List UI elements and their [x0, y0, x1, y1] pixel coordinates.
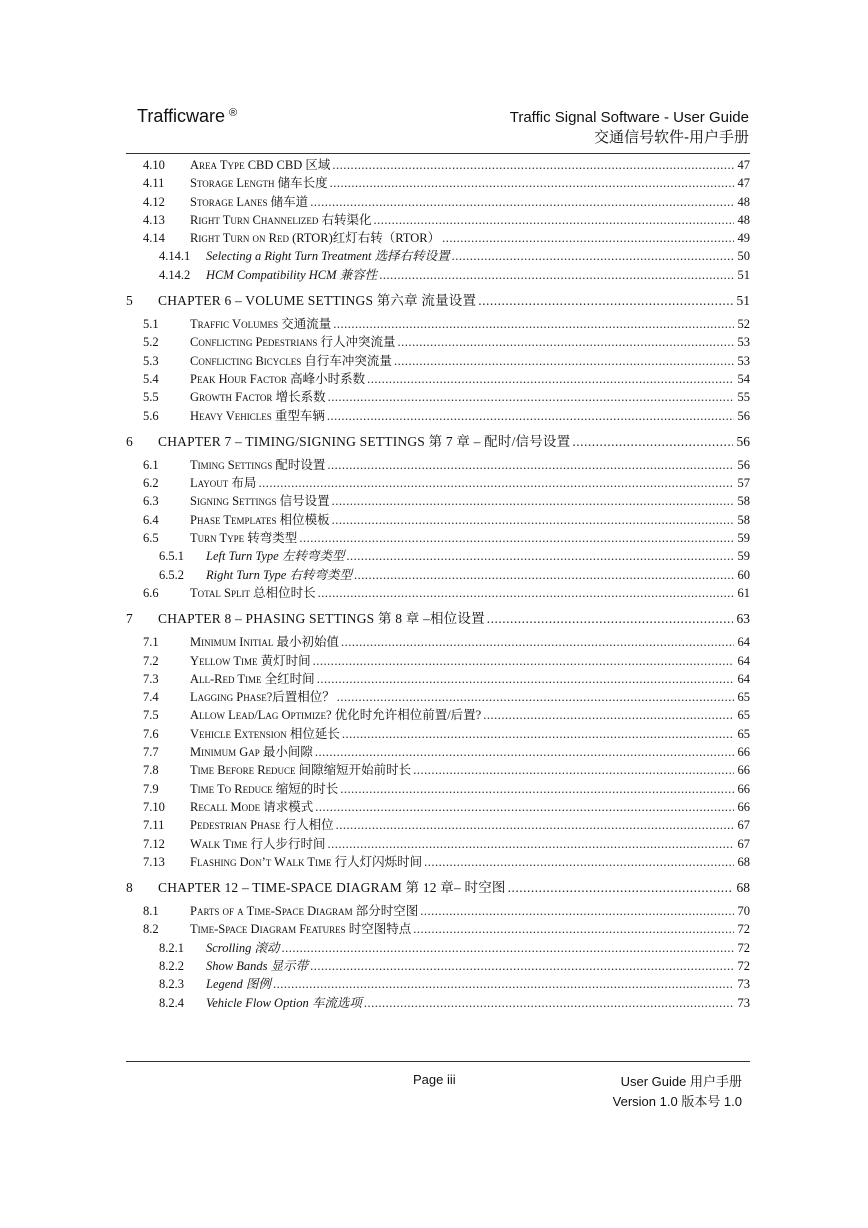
toc-dot-leader — [452, 249, 734, 264]
toc-entry[interactable] — [126, 760, 750, 778]
toc-dot-leader — [508, 880, 733, 896]
toc-entry-number: 7.7 — [143, 745, 159, 760]
toc-entry-number: 4.14.2 — [159, 267, 191, 282]
toc-entry-page: 72 — [737, 958, 750, 973]
toc-entry-title: Conflicting Bicycles 自行车冲突流量 — [190, 353, 392, 368]
toc-entry[interactable] — [126, 834, 750, 852]
footer-guide-label: User Guide 用户手册 — [620, 1074, 742, 1089]
toc-entry[interactable] — [126, 651, 750, 669]
toc-dot-leader — [310, 195, 733, 210]
toc-entry-number: 6 — [126, 433, 133, 449]
toc-dot-leader — [346, 549, 733, 564]
toc-entry-title: Flashing Don’t Walk Time 行人灯闪烁时间 — [190, 854, 423, 869]
toc-entry-page: 72 — [737, 940, 750, 955]
toc-entry[interactable] — [126, 565, 750, 583]
toc-dot-leader — [413, 763, 733, 778]
toc-entry-number: 7.8 — [143, 763, 159, 778]
toc-entry-title: Time Before Reduce 间隙缩短开始前时长 — [190, 763, 412, 778]
brand-name — [137, 106, 237, 127]
toc-entry[interactable] — [126, 369, 750, 387]
footer-divider — [126, 1061, 750, 1062]
toc-entry-number: 8 — [126, 880, 133, 896]
toc-entry-number: 4.12 — [143, 194, 165, 209]
toc-entry-title: Right Turn on Red (RTOR)红灯右转（RTOR） — [190, 231, 441, 246]
toc-entry[interactable] — [126, 430, 750, 452]
toc-entry-number: 4.11 — [143, 176, 165, 191]
toc-entry-number: 7.1 — [143, 635, 159, 650]
toc-entry-page: 65 — [737, 708, 750, 723]
toc-entry-page: 51 — [736, 293, 750, 309]
toc-entry-title: Layout 布局 — [190, 476, 257, 491]
toc-entry-number: 7.5 — [143, 708, 159, 723]
toc-entry-page: 48 — [737, 212, 750, 227]
toc-entry[interactable] — [126, 901, 750, 919]
toc-entry-page: 56 — [737, 408, 750, 423]
toc-entry[interactable] — [126, 192, 750, 210]
toc-entry[interactable] — [126, 351, 750, 369]
toc-dot-leader — [330, 176, 734, 191]
toc-entry-page: 64 — [737, 635, 750, 650]
toc-entry-number: 8.2.4 — [159, 995, 184, 1010]
toc-entry[interactable] — [126, 491, 750, 509]
toc-entry[interactable] — [126, 956, 750, 974]
toc-dot-leader — [315, 800, 733, 815]
toc-dot-leader — [379, 268, 733, 283]
toc-entry-number: 4.13 — [143, 212, 165, 227]
toc-entry-page: 59 — [737, 549, 750, 564]
toc-entry[interactable] — [126, 779, 750, 797]
toc-entry-page: 73 — [737, 977, 750, 992]
toc-entry[interactable] — [126, 155, 750, 173]
toc-entry-title: Scrolling 滚动 — [206, 940, 280, 955]
toc-dot-leader — [282, 941, 734, 956]
toc-entry[interactable] — [126, 455, 750, 473]
toc-entry-page: 65 — [737, 690, 750, 705]
toc-entry-title: Vehicle Extension 相位延长 — [190, 726, 340, 741]
toc-dot-leader — [273, 977, 734, 992]
toc-dot-leader — [572, 434, 732, 450]
footer-version: Version 1.0 版本号 1.0 — [612, 1094, 742, 1109]
header-divider — [126, 153, 750, 154]
toc-entry-number: 6.5 — [143, 531, 159, 546]
toc-entry-page: 57 — [737, 476, 750, 491]
toc-entry-page: 54 — [737, 371, 750, 386]
toc-dot-leader — [354, 568, 734, 583]
toc-entry-title: Pedestrian Phase 行人相位 — [190, 818, 334, 833]
toc-dot-leader — [328, 390, 734, 405]
toc-dot-leader — [337, 690, 734, 705]
toc-entry-title: Right Turn Type 右转弯类型 — [206, 567, 352, 582]
footer-info — [613, 1072, 742, 1112]
toc-entry-title: Timing Settings 配时设置 — [190, 457, 326, 472]
toc-dot-leader — [318, 586, 734, 601]
toc-entry[interactable] — [126, 265, 750, 283]
toc-entry-title: Time-Space Diagram Features 时空图特点 — [190, 922, 412, 937]
toc-entry-number: 6.5.2 — [159, 567, 184, 582]
toc-entry-title: CHAPTER 6 – VOLUME SETTINGS 第六章 流量设置 — [158, 293, 477, 309]
toc-entry-page: 58 — [737, 512, 750, 527]
brand-text: Trafficware — [137, 106, 226, 126]
toc-entry-number: 7.10 — [143, 799, 165, 814]
toc-entry-number: 7.12 — [143, 836, 165, 851]
toc-entry-title: All-Red Time 全红时间 — [190, 671, 315, 686]
toc-dot-leader — [478, 293, 732, 309]
toc-entry-number: 8.2.1 — [159, 940, 184, 955]
toc-entry-page: 72 — [737, 922, 750, 937]
toc-entry-page: 52 — [737, 317, 750, 332]
toc-entry-number: 5.6 — [143, 408, 159, 423]
toc-entry-number: 7.11 — [143, 818, 165, 833]
toc-entry[interactable] — [126, 228, 750, 246]
toc-dot-leader — [398, 335, 734, 350]
toc-entry[interactable] — [126, 510, 750, 528]
toc-entry[interactable] — [126, 473, 750, 491]
toc-entry[interactable] — [126, 387, 750, 405]
toc-entry-number: 4.14.1 — [159, 249, 191, 264]
toc-dot-leader — [258, 476, 733, 491]
toc-entry-page: 64 — [737, 653, 750, 668]
toc-entry-page: 47 — [737, 176, 750, 191]
toc-entry-number: 8.2.3 — [159, 977, 184, 992]
toc-entry[interactable] — [126, 669, 750, 687]
toc-entry[interactable] — [126, 210, 750, 228]
toc-entry-number: 5.5 — [143, 390, 159, 405]
toc-entry-title: Selecting a Right Turn Treatment 选择右转设置 — [206, 249, 450, 264]
toc-dot-leader — [413, 922, 733, 937]
toc-dot-leader — [310, 959, 733, 974]
toc-dot-leader — [487, 611, 733, 627]
toc-entry-title: Left Turn Type 左转弯类型 — [206, 549, 345, 564]
toc-entry-title: Traffic Volumes 交通流量 — [190, 317, 332, 332]
toc-dot-leader — [327, 409, 734, 424]
toc-entry-page: 55 — [737, 390, 750, 405]
toc-entry[interactable] — [126, 546, 750, 564]
toc-entry-page: 64 — [737, 671, 750, 686]
toc-entry[interactable] — [126, 815, 750, 833]
toc-entry-page: 61 — [737, 585, 750, 600]
toc-entry-number: 7.3 — [143, 671, 159, 686]
toc-dot-leader — [373, 213, 733, 228]
toc-entry-page: 63 — [736, 611, 750, 627]
toc-entry[interactable] — [126, 852, 750, 870]
toc-entry[interactable] — [126, 607, 750, 629]
toc-entry-title: Turn Type 转弯类型 — [190, 531, 298, 546]
toc-entry-title: Vehicle Flow Option 车流选项 — [206, 995, 362, 1010]
toc-entry-title: Yellow Time 黄灯时间 — [190, 653, 311, 668]
toc-entry-page: 56 — [736, 433, 750, 449]
toc-entry-page: 66 — [737, 781, 750, 796]
toc-entry-number: 5.3 — [143, 353, 159, 368]
toc-entry-number: 7 — [126, 611, 133, 627]
toc-entry-number: 7.6 — [143, 726, 159, 741]
toc-entry-page: 59 — [737, 531, 750, 546]
toc-entry-title: Growth Factor 增长系数 — [190, 390, 326, 405]
toc-entry-title: Phase Templates 相位模板 — [190, 512, 330, 527]
document-title — [510, 108, 749, 148]
toc-entry-number: 7.4 — [143, 690, 159, 705]
toc-entry[interactable] — [126, 583, 750, 601]
toc-entry[interactable] — [126, 528, 750, 546]
toc-dot-leader — [333, 317, 733, 332]
toc-dot-leader — [394, 354, 734, 369]
toc-entry-number: 8.2.2 — [159, 958, 184, 973]
toc-entry-number: 5.2 — [143, 335, 159, 350]
toc-entry[interactable] — [126, 173, 750, 191]
toc-entry-page: 49 — [737, 231, 750, 246]
toc-entry-page: 67 — [737, 818, 750, 833]
toc-entry-title: Legend 图例 — [206, 977, 271, 992]
toc-entry[interactable] — [126, 406, 750, 424]
toc-entry-page: 53 — [737, 335, 750, 350]
toc-entry-number: 6.3 — [143, 494, 159, 509]
toc-entry-number: 6.2 — [143, 476, 159, 491]
toc-entry-title: CHAPTER 8 – PHASING SETTINGS 第 8 章 –相位设置 — [158, 611, 485, 627]
toc-dot-leader — [299, 531, 733, 546]
toc-dot-leader — [424, 855, 733, 870]
toc-entry-page: 48 — [737, 194, 750, 209]
toc-entry-number: 7.2 — [143, 653, 159, 668]
document-title-chinese: 交通信号软件-用户手册 — [594, 129, 749, 146]
toc-entry-number: 5.4 — [143, 371, 159, 386]
toc-entry[interactable] — [126, 919, 750, 937]
toc-dot-leader — [367, 372, 733, 387]
toc-entry-page: 58 — [737, 494, 750, 509]
toc-entry-title: Heavy Vehicles 重型车辆 — [190, 408, 325, 423]
toc-dot-leader — [364, 996, 734, 1011]
toc-entry-number: 8.1 — [143, 904, 159, 919]
toc-entry-title: Storage Length 储车长度 — [190, 176, 328, 191]
toc-dot-leader — [336, 818, 734, 833]
toc-entry-title: Storage Lanes 储车道 — [190, 194, 309, 209]
toc-entry-title: HCM Compatibility HCM 兼容性 — [206, 267, 378, 282]
toc-entry-title: Minimum Initial 最小初始值 — [190, 635, 340, 650]
page-number: Page iii — [413, 1072, 456, 1087]
toc-dot-leader — [317, 672, 734, 687]
toc-entry-title: Walk Time 行人步行时间 — [190, 836, 326, 851]
toc-entry-title: Lagging Phase?后置相位？ — [190, 690, 335, 705]
toc-entry-number: 7.9 — [143, 781, 159, 796]
toc-entry-page: 70 — [737, 904, 750, 919]
toc-entry-page: 51 — [737, 267, 750, 282]
toc-dot-leader — [332, 158, 733, 173]
toc-entry-page: 73 — [737, 995, 750, 1010]
toc-entry[interactable] — [126, 797, 750, 815]
toc-entry-number: 6.4 — [143, 512, 159, 527]
toc-entry[interactable] — [126, 687, 750, 705]
toc-entry-page: 67 — [737, 836, 750, 851]
toc-entry-page: 68 — [736, 880, 750, 896]
table-of-contents — [126, 155, 750, 1011]
toc-dot-leader — [341, 635, 733, 650]
toc-entry-title: CHAPTER 7 – TIMING/SIGNING SETTINGS 第 7 章 – 配时/信号设置 — [158, 433, 571, 449]
toc-entry[interactable] — [126, 246, 750, 264]
toc-entry-title: Conflicting Pedestrians 行人冲突流量 — [190, 335, 396, 350]
toc-entry-number: 4.10 — [143, 158, 165, 172]
toc-entry-title: Time To Reduce 缩短的时长 — [190, 781, 339, 796]
toc-entry-number: 4.14 — [143, 231, 165, 246]
toc-entry[interactable] — [126, 938, 750, 956]
toc-dot-leader — [315, 745, 734, 760]
toc-dot-leader — [327, 837, 733, 852]
toc-entry-page: 50 — [737, 249, 750, 264]
toc-entry[interactable] — [126, 332, 750, 350]
toc-entry-title: CHAPTER 12 – TIME-SPACE DIAGRAM 第 12 章– 时空图 — [158, 880, 506, 896]
toc-entry[interactable] — [126, 876, 750, 898]
toc-entry-title: Signing Settings 信号设置 — [190, 494, 330, 509]
toc-entry-number: 8.2 — [143, 922, 159, 937]
toc-entry-title: Total Split 总相位时长 — [190, 585, 316, 600]
toc-dot-leader — [332, 494, 734, 509]
toc-entry[interactable] — [126, 289, 750, 311]
toc-entry-number: 7.13 — [143, 854, 165, 869]
toc-entry-page: 53 — [737, 353, 750, 368]
toc-dot-leader — [340, 782, 733, 797]
toc-entry[interactable] — [126, 742, 750, 760]
toc-entry-page: 68 — [737, 854, 750, 869]
document-title-english: Traffic Signal Software - User Guide — [509, 109, 749, 126]
toc-dot-leader — [442, 231, 733, 246]
toc-dot-leader — [342, 727, 734, 742]
toc-entry-title: Area Type CBD CBD 区域 — [190, 158, 331, 172]
toc-entry-title: Allow Lead/Lag Optimize? 优化时允许相位前置/后置? — [190, 708, 482, 723]
toc-dot-leader — [483, 708, 733, 723]
toc-dot-leader — [327, 458, 733, 473]
registered-mark: ® — [229, 107, 238, 119]
toc-entry-number: 6.5.1 — [159, 549, 184, 564]
toc-entry-page: 66 — [737, 763, 750, 778]
toc-entry[interactable] — [126, 314, 750, 332]
toc-entry-number: 5.1 — [143, 317, 159, 332]
toc-entry[interactable] — [126, 632, 750, 650]
toc-entry-title: Minimum Gap 最小间隙 — [190, 745, 313, 760]
toc-entry-number: 5 — [126, 293, 133, 309]
toc-entry-page: 56 — [737, 457, 750, 472]
toc-entry[interactable] — [126, 724, 750, 742]
toc-entry-page: 47 — [737, 158, 750, 172]
toc-entry[interactable] — [126, 993, 750, 1011]
toc-entry-page: 60 — [737, 567, 750, 582]
toc-entry-title: Right Turn Channelized 右转渠化 — [190, 212, 372, 227]
toc-entry[interactable] — [126, 705, 750, 723]
toc-entry-title: Recall Mode 请求模式 — [190, 799, 314, 814]
toc-entry-number: 6.1 — [143, 457, 159, 472]
toc-entry-title: Show Bands 显示带 — [206, 958, 309, 973]
toc-entry-title: Peak Hour Factor 高峰小时系数 — [190, 371, 366, 386]
toc-dot-leader — [420, 904, 733, 919]
toc-entry-page: 66 — [737, 745, 750, 760]
toc-entry-title: Parts of a Time-Space Diagram 部分时空图 — [190, 904, 419, 919]
toc-entry-number: 6.6 — [143, 585, 159, 600]
toc-entry-page: 65 — [737, 726, 750, 741]
toc-entry-page: 66 — [737, 799, 750, 814]
toc-entry[interactable] — [126, 974, 750, 992]
toc-dot-leader — [332, 513, 734, 528]
toc-dot-leader — [313, 654, 734, 669]
